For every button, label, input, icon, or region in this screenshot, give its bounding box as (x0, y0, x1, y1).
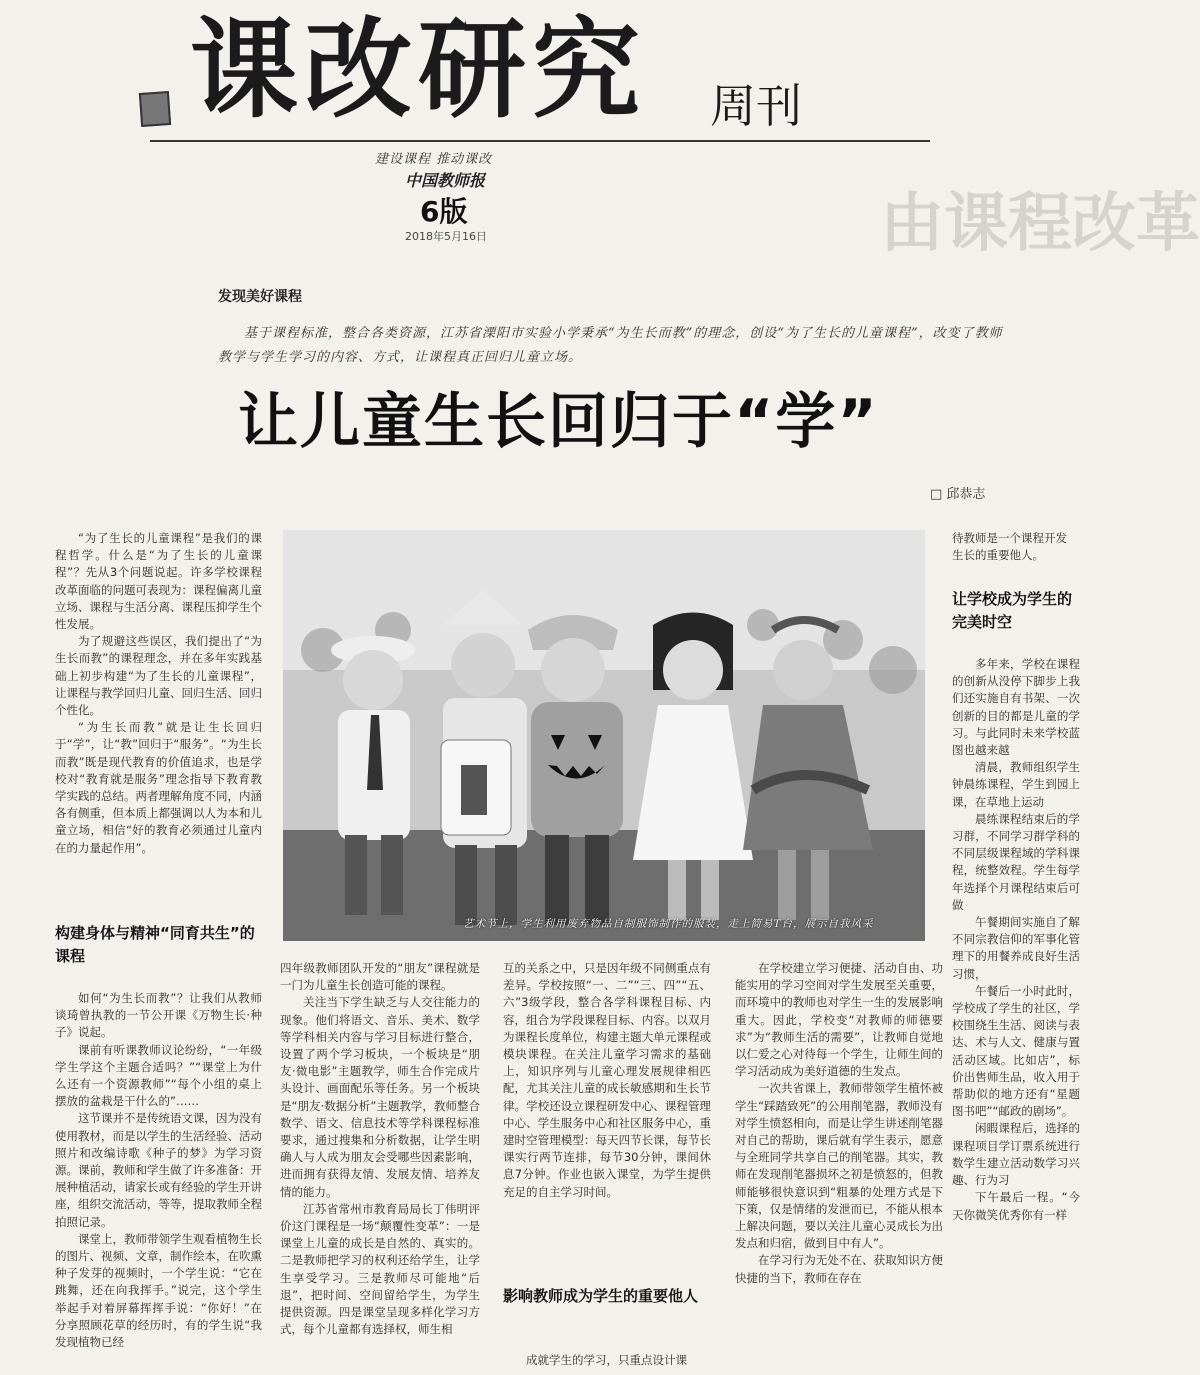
issue-date: 2018年5月16日 (405, 230, 487, 243)
paragraph: 午餐期间实施自了解不同宗教信仰的军事化管理下的用餐养成良好生活习惯， (952, 915, 1080, 981)
article-intro: 基于课程标准，整合各类资源，江苏省溧阳市实验小学秉承“为生长而教”的理念，创设“为了生长的儿童课程”，改变了教师教学与学生学习的内容、方式，让课程真正回归儿童立场。 (218, 326, 1003, 365)
masthead-subtitle: 周刊 (710, 79, 802, 133)
paragraph: 生长的重要他人。 (952, 548, 1044, 563)
paragraph: 课堂上，教师带领学生观看植物生长的图片、视频、文章，制作绘本，在吹熏种子发芽的视频时，一个学生说：“它在跳舞，还在向我挥手。”说完，这个学生举起手对着屏幕挥挥手说：“你好！”在分享照顾花草的经历时，有的学生说“我发现植物已经 (55, 1231, 262, 1350)
column-3-top (503, 960, 711, 1199)
masthead-rule (150, 140, 930, 142)
masthead-seal-icon (139, 91, 171, 127)
right-column-top (952, 530, 1080, 570)
paragraph: “为了生长的儿童课程”是我们的课程哲学。什么是“为了生长的儿童课程”？先从3个问题说起。许多学校课程改革面临的问题可表现为：课程偏离儿童立场、课程与生活分离、课程压抑学生个性发展。 (55, 531, 262, 632)
paragraph: 如何“为生长而教”？让我们从教师谈琦曾执教的一节公开课《万物生长·种子》说起。 (55, 991, 262, 1040)
paragraph: 待教师是一个课程开发 (952, 531, 1067, 545)
subhead-3: 让学校成为学生的完美时空 (952, 590, 1073, 631)
paragraph: 为了规避这些误区，我们提出了“为生长而教”的课程理念，并在多年实践基础上初步构建“为了生长的儿童课程”，让课程与教学回归儿童、回归生活、回归个性化。 (55, 634, 262, 718)
paragraph: 晨练课程结束后的学习群，不同学习群学科的不同层级课程域的学科课程，统整效程。学生每学年选择个月课程结束后可做 (952, 811, 1080, 912)
paragraph: 一次共省课上，教师带领学生植怀被学生“踩踏致死”的公用削笔器，教师没有对学生愤怒相向，而是让学生讲述削笔器对自己的帮助，课后就有学生表示，愿意与全班同学共享自己的削笔器。其实，教师在发现削笔器损坏之初是愤怒的，但教师能够很快意识到“粗暴的处理方式是下下策，仅是情绪的发泄而已，不能从根本上解决问题，要以关注儿童心灵成长为出发点和归宿，做到目中有人”。 (735, 1081, 943, 1251)
edition-number: 6版 (420, 195, 468, 228)
masthead-title: 课改研究 (190, 7, 647, 133)
subhead-1: 构建身体与精神“同育共生”的课程 (55, 924, 255, 965)
paragraph: 在学校建立学习便捷、活动自由、功能实用的学习空间对学生发展至关重要，而环境中的教师也对学生一生的发展影响重大。因此，学校变“对教师的师德要求”为“教师生活的需要”，让教师自觉地以仁爱之心对待每一个学生，让师生间的学习活动成为美好道德的生发点。 (735, 961, 943, 1079)
bleed-through-text: 由课程改革 (880, 187, 1200, 261)
paragraph: 下午最后一程。“今天你微笑优秀你有一样 (952, 1190, 1080, 1222)
right-column-body (952, 656, 1080, 1375)
paragraph: 清晨，教师组织学生钟晨练课程，学生到园上课，在草地上运动 (952, 760, 1080, 809)
paragraph: 关注当下学生缺乏与人交往能力的现象。他们将语文、音乐、美术、数学等学科相关内容与学习目标进行整合，设置了两个学习板块，一个板块是“朋友·微电影”主题教学，师生合作完成片头设计、画面配乐等任务。另一个板块是“朋友·数据分析”主题教学，教师整合数学、语文、信息技术等学科课程标准要求，通过搜集和分析数据，让学生明确人与人成为朋友会受哪些因素影响，进而拥有获得友情、发展友情、培养友情的能力。 (280, 995, 480, 1199)
article-author: □ 邱恭志 (930, 487, 986, 502)
article-photo (283, 530, 925, 941)
paragraph: 互的关系之中，只是因年级不同侧重点有差异。学校按照“一、二”“三、四”“五、六”3级学段，整合各学科课程目标、内容，组合为学段课程目标、内容。以双月为课程长度单位，构建主题大单元课程或模块课程。在关注儿童学习需求的基础上，知识序列与儿童心理发展规律相匹配，尤其关注儿童的成长敏感期和生长节律。学校还设立课程研发中心、课程管理中心、学生服务中心和社区服务中心，重建时空管理模型：每天四节长课，每节长课实行两节连排，每节30分钟，课间休息7分钟。作业也嵌入课堂，为学生提供充足的自主学习时间。 (503, 961, 711, 1199)
subhead-2: 影响教师成为学生的重要他人 (503, 1287, 699, 1305)
photo-children-costumes (283, 530, 925, 941)
paragraph: “为生长而教”就是让生长回归于“学”，让“教”回归于“服务”。“为生长而教”既是现代教育的价值追求，也是学校对“教育就是服务”理念指导下教育教学实践的总结。两者理解角度不同，内涵各有侧重，但本质上都强调以人为本和儿童立场，相信“好的教育必须通过儿童内在的力量起作用”。 (55, 720, 262, 855)
paragraph: 课前有听课教师议论纷纷，“一年级学生学这个主题合适吗？”“课堂上为什么还有一个资源教师”“每个小组的桌上摆放的盆栽是干什么的”…… (55, 1042, 262, 1109)
column-3-bottom (503, 1352, 711, 1375)
paragraph: 这节课并不是传统语文课，因为没有使用教材，而是以学生的生活经验、活动照片和改编诗歌《种子的梦》为学习资源。课前，教师和学生做了许多准备：开展种植活动，请家长或有经验的学生开讲座，组织交流活动，等等，提取教师全程拍照记录。 (55, 1111, 262, 1229)
masthead-motto: 建设课程 推动课改 (375, 152, 493, 167)
paragraph: 午餐后一小时此时，学校成了学生的社区，学校围绕生生活、阅读与表达、术与人文、健康与置活动区域。比如店”，标价出售师生品，收入用于帮助似的地方还有“星题图书吧”“邮政的剧场”。 (952, 983, 1080, 1119)
paragraph: 在学习行为无处不在、获取知识方便快捷的当下，教师在存在 (735, 1253, 943, 1285)
column-2 (280, 960, 480, 1375)
paragraph: 江苏省常州市教育局局长丁伟明评价这门课程是一场“颠覆性变革”：一是课堂上儿童的成长是自然的、真实的。二是教师把学习的权利还给学生，让学生享受学习。三是教师尽可能地“后退”，把时间、空间留给学生，为学生提供资源。四是课堂呈现多样化学习方式，每个儿童都有选择权，师生相 (280, 1201, 480, 1337)
paragraph: 四年级教师团队开发的“朋友”课程就是一门为儿童生长创造可能的课程。 (280, 961, 480, 993)
paragraph: 成就学生的学习，只重点设计课 (526, 1353, 687, 1367)
column-label: 发现美好课程 (218, 289, 302, 305)
column-1-bottom (55, 990, 262, 1375)
paper-name: 中国教师报 (405, 171, 486, 190)
article-headline: 让儿童生长回归于“学” (238, 387, 879, 457)
paragraph: 闲暇课程后，选择的课程项目学订票系统进行数学生建立活动数学习兴趣、行为习 (952, 1121, 1080, 1188)
column-4 (735, 960, 943, 1375)
photo-caption: 艺术节上，学生利用废弃物品自制服饰制作的服装，走上简易T台，展示自我风采 (463, 918, 874, 930)
paragraph: 多年来，学校在课程的创新从没停下脚步上我们还实施自有书架、一次创新的目的都是儿童的学习。与此同时未来学校蓝图也越来越 (952, 657, 1080, 758)
column-1-top (55, 530, 262, 915)
